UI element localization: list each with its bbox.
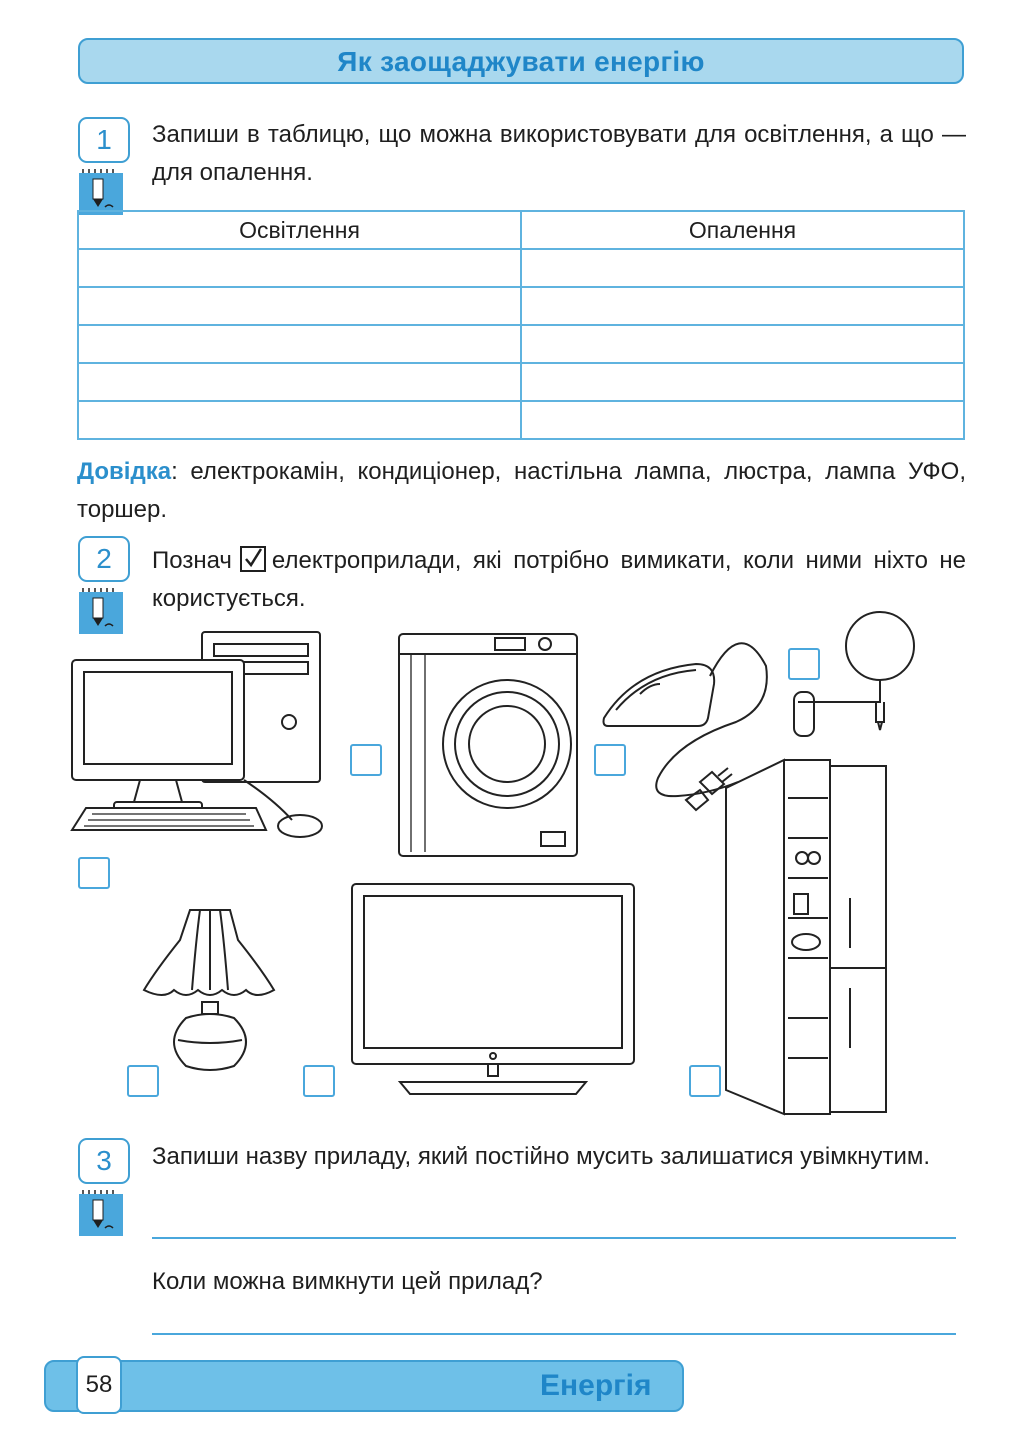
section-title: Енергія [540, 1369, 652, 1402]
page-title: Як заощаджувати енергію [337, 46, 705, 77]
answer-cell[interactable] [521, 287, 964, 325]
task2-instruction [152, 542, 966, 618]
task-number-3: 3 [78, 1138, 130, 1184]
help-paragraph [77, 453, 966, 529]
table-lamp-icon [146, 906, 276, 1074]
lighting-heating-table [77, 210, 965, 440]
column-header-heating: Опалення [521, 211, 964, 249]
task2-text-after: електроприлади, які потрібно вимикати, коли ними ніхто не користується. [152, 547, 966, 612]
task3-instruction: Запиши назву приладу, який постійно мусить залишатися увімкнутим. [152, 1143, 931, 1170]
tv-icon [348, 880, 638, 1102]
task-number-2: 2 [78, 536, 130, 582]
help-label: Довідка [77, 458, 172, 485]
answer-line-when[interactable] [152, 1333, 956, 1335]
notepad-pencil-icon [77, 1188, 127, 1238]
task3-question: Коли можна вимкнути цей прилад? [152, 1268, 543, 1295]
answer-cell[interactable] [521, 249, 964, 287]
checkbox-refrigerator[interactable] [689, 1065, 721, 1097]
refrigerator-icon [722, 758, 892, 1130]
answer-line-device[interactable] [152, 1237, 956, 1239]
answer-cell[interactable] [521, 363, 964, 401]
answer-cell[interactable] [78, 287, 521, 325]
answer-cell[interactable] [78, 325, 521, 363]
task2-text-before: Познач [152, 547, 232, 574]
answer-cell[interactable] [521, 325, 964, 363]
checkbox-computer[interactable] [78, 857, 110, 889]
washing-machine-icon [395, 632, 581, 860]
answer-cell[interactable] [78, 363, 521, 401]
column-header-lighting: Освітлення [78, 211, 521, 249]
checkbox-wall-lamp[interactable] [788, 648, 820, 680]
notepad-pencil-icon [77, 586, 127, 636]
checkbox-table-lamp[interactable] [127, 1065, 159, 1097]
answer-cell[interactable] [521, 401, 964, 439]
page-number: 58 [76, 1356, 122, 1414]
title-banner [78, 38, 964, 84]
task1-instruction: Запиши в таблицю, що можна використовувати для освітлення, а що — для опалення. [152, 121, 966, 186]
answer-cell[interactable] [78, 249, 521, 287]
checkbox-washing-machine[interactable] [350, 744, 382, 776]
answer-cell[interactable] [78, 401, 521, 439]
checkbox-tv[interactable] [303, 1065, 335, 1097]
help-text: : електрокамін, кондиціонер, настільна лампа, люстра, лампа УФО, торшер. [77, 458, 966, 523]
task-number-1: 1 [78, 117, 130, 163]
computer-icon [64, 630, 326, 855]
checkbox-iron[interactable] [594, 744, 626, 776]
checkmark-box-icon [240, 546, 266, 572]
